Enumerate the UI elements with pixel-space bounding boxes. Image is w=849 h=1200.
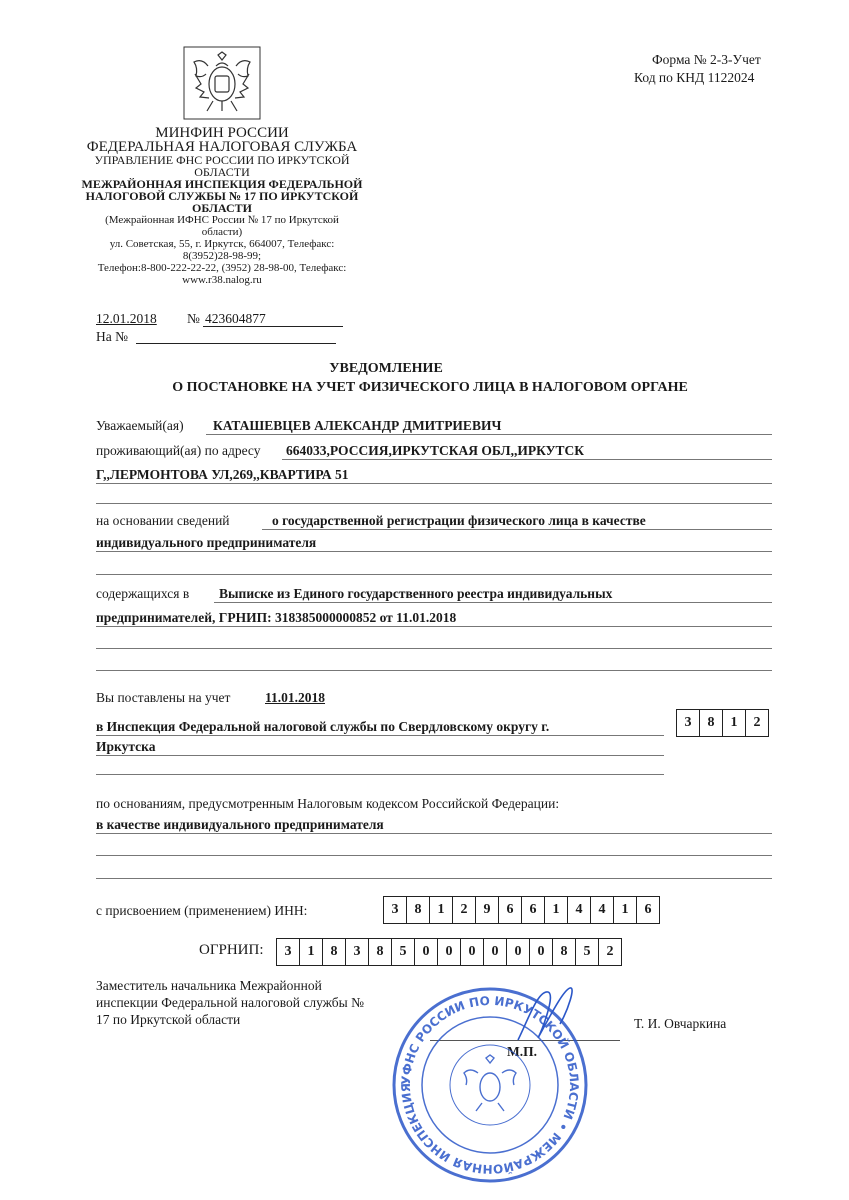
rule — [96, 774, 664, 775]
rule — [206, 434, 772, 435]
code-digit: 2 — [745, 710, 768, 736]
rule — [96, 574, 772, 575]
inn-digit: 6 — [636, 897, 659, 923]
ogrnip-digit: 0 — [460, 939, 483, 965]
rule — [96, 670, 772, 671]
rule — [96, 833, 772, 834]
coat-of-arms-icon — [183, 46, 261, 120]
grounds-label: по основаниям, предусмотренным Налоговым кодексом Российской Федерации: — [96, 796, 560, 811]
ogrnip-digit: 3 — [276, 939, 299, 965]
ogrnip-digit: 0 — [506, 939, 529, 965]
rule — [214, 602, 772, 603]
rule — [96, 626, 772, 627]
grounds-value: в качестве индивидуального предпринимателя — [96, 817, 384, 832]
inn-digit: 6 — [498, 897, 521, 923]
inn-digit: 8 — [406, 897, 429, 923]
seal-place-label: М.П. — [507, 1044, 537, 1059]
number-underline — [203, 326, 343, 327]
department-line2: ОБЛАСТИ — [194, 165, 250, 179]
notice-title: УВЕДОМЛЕНИЕ — [329, 361, 443, 376]
rule — [96, 648, 772, 649]
source-value-line1: Выписке из Единого государственного реестра индивидуальных — [219, 586, 613, 601]
short-name-line1: (Межрайонная ИФНС России № 17 по Иркутской — [105, 214, 339, 226]
inspection-line2: Иркутска — [96, 739, 156, 754]
ogrnip-digit: 0 — [483, 939, 506, 965]
inn-digit: 3 — [383, 897, 406, 923]
document-number: 423604877 — [205, 311, 266, 326]
rule — [96, 755, 664, 756]
inn-digit: 4 — [590, 897, 613, 923]
address-label: проживающий(ая) по адресу — [96, 443, 261, 458]
ogrnip-digit: 8 — [552, 939, 575, 965]
registration-date: 11.01.2018 — [265, 690, 326, 705]
ogrnip-digit: 3 — [345, 939, 368, 965]
inn-digit: 1 — [544, 897, 567, 923]
addressee-label: Уважаемый(ая) — [96, 418, 184, 433]
address-line2: Г,,ЛЕРМОНТОВА УЛ,269,,КВАРТИРА 51 — [96, 467, 349, 482]
inn-digits — [383, 896, 660, 924]
service-name: ФЕДЕРАЛЬНАЯ НАЛОГОВАЯ СЛУЖБА — [86, 139, 358, 155]
ogrnip-digit: 8 — [368, 939, 391, 965]
rule — [96, 483, 772, 484]
basis-value-line1: о государственной регистрации физического лица в качестве — [272, 513, 646, 528]
stamp-text: УФНС РОССИИ ПО ИРКУТСКОЙ ОБЛАСТИ • МЕЖРАЙОННАЯ ИНСПЕКЦИЯ — [398, 993, 582, 1177]
ogrnip-digit: 0 — [437, 939, 460, 965]
reference-label: На № — [96, 329, 128, 344]
reference-underline — [136, 343, 336, 344]
code-digit: 8 — [699, 710, 722, 736]
code-digit: 1 — [722, 710, 745, 736]
website: www.r38.nalog.ru — [182, 274, 262, 286]
rule — [262, 529, 772, 530]
form-number: Форма № 2-3-Учет — [652, 52, 761, 67]
rule — [96, 735, 664, 736]
ogrnip-digit: 0 — [529, 939, 552, 965]
department-line1: УПРАВЛЕНИЕ ФНС РОССИИ ПО ИРКУТСКОЙ — [94, 153, 350, 167]
signer-title-line2: инспекции Федеральной налоговой службы № — [96, 995, 364, 1010]
number-sign: № — [187, 311, 200, 326]
basis-value-line2: индивидуального предпринимателя — [96, 535, 317, 550]
rule — [96, 855, 772, 856]
phone-line: Телефон:8-800-222-22-22, (3952) 28-98-00, Телефакс: — [97, 262, 347, 274]
ogrnip-digit: 5 — [575, 939, 598, 965]
address-line: ул. Советская, 55, г. Иркутск, 664007, Телефакс: — [109, 238, 335, 250]
ogrnip-digits — [276, 938, 622, 966]
inn-digit: 2 — [452, 897, 475, 923]
addressee-name: КАТАШЕВЦЕВ АЛЕКСАНДР ДМИТРИЕВИЧ — [213, 418, 502, 433]
source-value-line2: предпринимателей, ГРНИП: 318385000000852 от 11.01.2018 — [96, 610, 457, 625]
signer-name: Т. И. Овчаркина — [634, 1016, 727, 1031]
inn-label: с присвоением (применением) ИНН: — [96, 903, 308, 918]
inspection-line3: ОБЛАСТИ — [192, 201, 252, 215]
ogrnip-digit: 1 — [299, 939, 322, 965]
address-line1: 664033,РОССИЯ,ИРКУТСКАЯ ОБЛ,,ИРКУТСК — [286, 443, 585, 458]
inspection-line1: в Инспекция Федеральной налоговой службы по Свердловскому округу г. — [96, 719, 550, 734]
ogrnip-digit: 5 — [391, 939, 414, 965]
ministry-name: МИНФИН РОССИИ — [155, 125, 289, 141]
inn-digit: 9 — [475, 897, 498, 923]
ogrnip-digit: 0 — [414, 939, 437, 965]
ogrnip-digit: 8 — [322, 939, 345, 965]
source-label: содержащихся в — [96, 586, 190, 601]
ogrnip-digit: 2 — [598, 939, 621, 965]
basis-label: на основании сведений — [96, 513, 230, 528]
signer-title-line3: 17 по Иркутской области — [96, 1012, 241, 1027]
authority-block — [72, 126, 372, 286]
inspection-line1: МЕЖРАЙОННАЯ ИНСПЕКЦИЯ ФЕДЕРАЛЬНОЙ — [81, 177, 363, 191]
inn-digit: 6 — [521, 897, 544, 923]
notice-subtitle: О ПОСТАНОВКЕ НА УЧЕТ ФИЗИЧЕСКОГО ЛИЦА В НАЛОГОВОМ ОРГАНЕ — [172, 380, 688, 395]
rule — [96, 878, 772, 879]
short-name-line2: области) — [201, 226, 243, 238]
registration-label: Вы поставлены на учет — [96, 690, 231, 705]
ogrnip-label: ОГРНИП: — [199, 942, 264, 958]
inn-digit: 4 — [567, 897, 590, 923]
official-stamp — [390, 985, 590, 1185]
inspection-line2: НАЛОГОВОЙ СЛУЖБЫ № 17 ПО ИРКУТСКОЙ — [85, 189, 359, 203]
fax-line: 8(3952)28-98-99; — [182, 250, 262, 262]
inn-digit: 1 — [429, 897, 452, 923]
signer-title-line1: Заместитель начальника Межрайонной — [96, 978, 322, 993]
inn-digit: 1 — [613, 897, 636, 923]
code-digit: 3 — [676, 710, 699, 736]
document-date: 12.01.2018 — [96, 311, 157, 326]
knd-code: Код по КНД 1122024 — [634, 70, 755, 85]
rule — [282, 459, 772, 460]
rule — [96, 503, 772, 504]
inspection-code — [676, 709, 769, 737]
rule — [96, 551, 772, 552]
